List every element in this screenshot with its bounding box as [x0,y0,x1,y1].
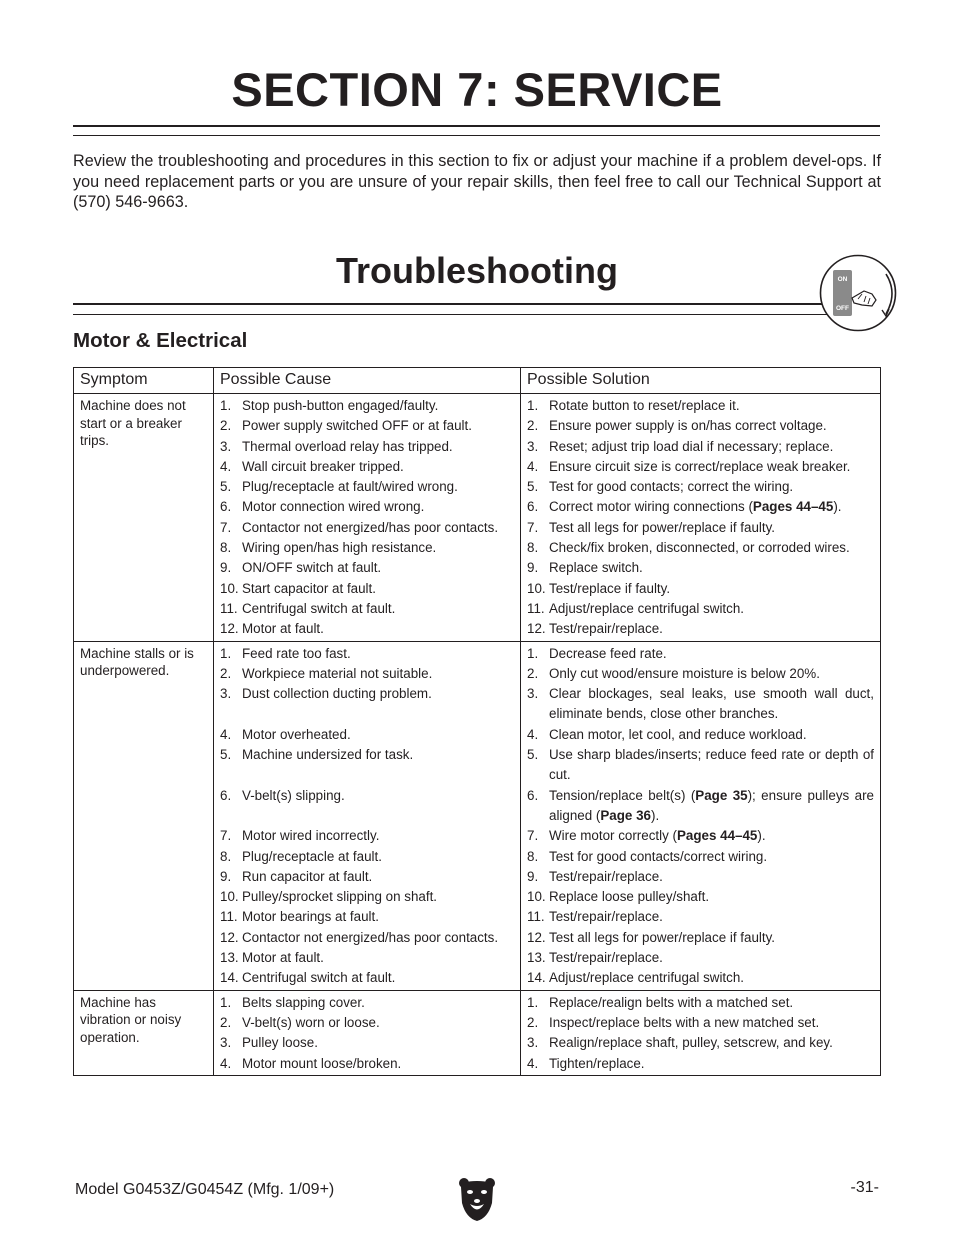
item-number: 3. [527,1035,539,1051]
item-number: 5. [527,747,539,763]
item-text: Clean motor, let cool, and reduce workload. [549,726,807,742]
list-item [527,968,874,988]
item-text [549,826,874,846]
list-item [220,948,514,968]
page-reference: Page 35 [695,787,748,803]
item-text: Replace loose pulley/shaft. [549,889,710,905]
item-number: 12. [220,929,239,945]
item-number: 2. [527,665,539,681]
list-item [220,416,514,436]
item-text: Stop push-button engaged/faulty. [242,398,439,413]
item-text: Motor at fault. [242,950,324,966]
symptom-cell: Machine has vibration or noisy operation. [74,990,214,1075]
item-text: ON/OFF switch at fault. [242,560,382,576]
item-number: 11. [527,600,545,616]
list-item [527,907,874,927]
item-number: 9. [527,868,539,884]
item-number: 9. [220,560,232,576]
item-text: Adjust/replace centrifugal switch. [549,600,745,616]
item-text [549,786,874,827]
list-item [220,847,514,867]
item-text: Inspect/replace belts with a new matched set. [549,1014,820,1030]
item-text: Decrease feed rate. [549,645,667,661]
list-item [527,619,874,639]
item-number: 10. [220,580,239,596]
item-number: 11. [220,600,238,616]
item-number: 4. [220,726,232,742]
list-item [527,558,874,578]
item-text: Check/fix broken, disconnected, or corroded wires. [549,540,850,556]
item-text: Centrifugal switch at fault. [242,600,396,616]
item-text: Contactor not energized/has poor contacts. [242,519,499,535]
item-text: Machine undersized for task. [242,747,414,763]
list-item [220,745,514,786]
item-text: Feed rate too fast. [242,645,351,661]
item-text: Use sharp blades/inserts; reduce feed rate or depth of cut. [549,747,874,783]
page-reference: Pages 44–45 [676,828,758,844]
item-number: 3. [220,1035,232,1051]
section-title: SECTION 7: SERVICE [231,63,723,116]
item-text-part: ). [651,807,660,823]
item-number: 4. [220,458,232,474]
item-text: Wiring open/has high resistance. [242,540,437,556]
item-text: Motor at fault. [242,621,324,637]
item-text: Power supply switched OFF or at fault. [242,418,472,434]
header-possible-solution: Possible Solution [521,368,881,394]
list-item [527,437,874,457]
item-text: Test/repair/replace. [549,621,663,637]
page-reference: Pages 44–45 [752,499,834,515]
list-item [527,847,874,867]
item-text: Replace/realign belts with a matched set. [549,994,794,1010]
item-text: Wall circuit breaker tripped. [242,458,404,474]
list-item [527,948,874,968]
list-item [527,1033,874,1053]
badge-on-label: ON [837,276,848,283]
item-number: 8. [527,540,539,556]
item-number: 7. [220,519,232,535]
item-text: Test/repair/replace. [549,950,663,966]
list-item [220,968,514,988]
item-text: Replace switch. [549,560,643,576]
table-row [74,641,881,990]
list-item [220,993,514,1013]
item-text: Rotate button to reset/replace it. [549,398,740,413]
list-item [220,664,514,684]
item-number: 14. [220,970,239,986]
item-text: Only cut wood/ensure moisture is below 20%. [549,665,820,681]
item-number: 2. [527,1014,539,1030]
item-number: 11. [527,909,545,925]
list-item [527,518,874,538]
troubleshooting-title: Troubleshooting [336,250,618,291]
item-number: 4. [220,1055,232,1071]
item-number: 12. [527,929,546,945]
item-number: 1. [527,645,539,661]
list-item [527,457,874,477]
list-item [527,599,874,619]
on-off-switch-icon [818,254,900,332]
item-text: Motor wired incorrectly. [242,828,380,844]
list-item [220,538,514,558]
list-item [220,928,514,948]
item-number: 10. [220,889,239,905]
footer-model: Model G0453Z/G0454Z (Mfg. 1/09+) [75,1181,335,1198]
item-number: 1. [220,398,232,413]
solution-cell [521,394,881,642]
item-text: Plug/receptacle at fault/wired wrong. [242,479,458,495]
troubleshooting-table [73,367,881,1076]
item-number: 2. [220,1014,232,1030]
item-number: 9. [220,868,232,884]
item-number: 11. [220,909,238,925]
item-number: 14. [527,970,546,986]
item-text: Tighten/replace. [549,1055,645,1071]
list-item [220,826,514,846]
list-item [220,725,514,745]
item-text: Contactor not energized/has poor contacts. [242,929,499,945]
list-item [220,867,514,887]
table-row [74,394,881,642]
list-item [527,477,874,497]
item-text: Test all legs for power/replace if faulty. [549,519,776,535]
list-item [527,684,874,725]
item-text: Realign/replace shaft, pulley, setscrew, and key. [549,1035,833,1051]
item-text-part: Tension/replace belt(s) ( [549,787,696,803]
list-item [220,599,514,619]
cause-cell [214,394,521,642]
item-number: 8. [220,848,232,864]
item-number: 1. [220,994,232,1010]
item-number: 3. [527,438,539,454]
item-text [549,497,874,517]
item-number: 8. [220,540,232,556]
item-text: Plug/receptacle at fault. [242,848,382,864]
item-text: Run capacitor at fault. [242,868,373,884]
list-item [527,887,874,907]
header-symptom: Symptom [74,368,214,394]
item-number: 10. [527,580,546,596]
list-item [527,1013,874,1033]
solution-cell [521,641,881,990]
item-text: Adjust/replace centrifugal switch. [549,970,745,986]
item-number: 13. [527,950,546,966]
list-item [527,1054,874,1074]
title-rule-thick [73,125,880,127]
list-item [220,579,514,599]
bear-logo-icon [458,1177,496,1222]
list-item [527,745,874,786]
table-row [74,990,881,1075]
symptom-cell: Machine stalls or is underpowered. [74,641,214,990]
item-text-part: ). [757,828,766,844]
title-rule-thin [73,135,880,136]
item-text-part: Wire motor correctly ( [549,828,677,844]
item-number: 6. [527,787,539,803]
list-item [220,518,514,538]
badge-off-label: OFF [836,305,849,312]
item-number: 1. [527,994,539,1010]
list-item [220,786,514,827]
intro-paragraph: Review the troubleshooting and procedures in this section to fix or adjust your machine if a problem devel-ops. If you need replacement parts or you are unsure of your repair skills, then feel free to call our Technical Support at (570) 546-9663. [73,152,881,211]
troubleshooting-rule-thick [73,303,823,305]
item-text: Pulley/sprocket slipping on shaft. [242,889,438,905]
table-header-row [74,368,881,394]
item-number: 1. [220,645,232,661]
item-number: 4. [527,458,539,474]
item-number: 3. [527,686,539,702]
item-text: Test/repair/replace. [549,909,663,925]
item-text: Test/repair/replace. [549,868,663,884]
item-number: 9. [527,560,539,576]
item-number: 8. [527,848,539,864]
list-item [527,396,874,416]
list-item [527,416,874,436]
list-item [220,907,514,927]
list-item [220,457,514,477]
item-text-part: ). [833,499,842,515]
list-item [220,437,514,457]
item-text: Belts slapping cover. [242,994,365,1010]
subsection-title: Motor & Electrical [73,329,248,352]
list-item [527,497,874,517]
item-text-part: ); ensure pulleys are aligned ( [549,787,874,823]
list-item [220,477,514,497]
list-item [220,497,514,517]
item-text: V-belt(s) slipping. [242,787,345,803]
item-text: Reset; adjust trip load dial if necessary; replace. [549,438,834,454]
item-number: 5. [220,747,232,763]
item-text: Motor overheated. [242,726,351,742]
list-item [527,644,874,664]
item-text: Clear blockages, seal leaks, use smooth wall duct, eliminate bends, close other branches. [549,686,874,722]
header-possible-cause: Possible Cause [214,368,521,394]
item-number: 3. [220,686,232,702]
item-number: 7. [527,828,539,844]
item-text: Thermal overload relay has tripped. [242,438,453,454]
item-number: 6. [220,499,232,515]
solution-cell [521,990,881,1075]
item-number: 3. [220,438,232,454]
item-number: 2. [527,418,539,434]
item-text: Test all legs for power/replace if faulty. [549,929,776,945]
item-text: Test/replace if faulty. [549,580,671,596]
list-item [220,619,514,639]
list-item [527,538,874,558]
list-item [220,558,514,578]
list-item [527,928,874,948]
item-text: Start capacitor at fault. [242,580,376,596]
list-item [220,1013,514,1033]
item-number: 6. [527,499,539,515]
item-number: 5. [527,479,539,495]
item-number: 5. [220,479,232,495]
list-item [527,867,874,887]
item-number: 2. [220,665,232,681]
item-number: 4. [527,1055,539,1071]
list-item [220,684,514,725]
item-number: 13. [220,950,239,966]
item-text: Motor bearings at fault. [242,909,379,925]
list-item [220,644,514,664]
item-number: 7. [527,519,539,535]
item-text: Test for good contacts; correct the wiring. [549,479,794,495]
list-item [527,725,874,745]
item-text: Pulley loose. [242,1035,318,1051]
item-number: 12. [220,621,239,637]
item-number: 4. [527,726,539,742]
list-item [527,826,874,846]
cause-cell [214,990,521,1075]
item-number: 10. [527,889,546,905]
list-item [527,664,874,684]
item-text: Ensure power supply is on/has correct voltage. [549,418,827,434]
list-item [527,579,874,599]
item-number: 7. [220,828,232,844]
page-reference: Page 36 [600,807,651,823]
list-item [527,786,874,827]
list-item [220,1033,514,1053]
symptom-cell: Machine does not start or a breaker trips. [74,394,214,642]
item-text: Centrifugal switch at fault. [242,970,396,986]
list-item [220,887,514,907]
item-number: 12. [527,621,546,637]
cause-cell [214,641,521,990]
list-item [527,993,874,1013]
footer-page-number: -31- [850,1179,879,1196]
list-item [220,1054,514,1074]
item-text: V-belt(s) worn or loose. [242,1014,380,1030]
item-text: Dust collection ducting problem. [242,686,432,702]
item-text: Motor mount loose/broken. [242,1055,402,1071]
item-number: 1. [527,398,539,413]
item-text: Workpiece material not suitable. [242,665,433,681]
item-text: Ensure circuit size is correct/replace weak breaker. [549,458,851,474]
item-text: Test for good contacts/correct wiring. [549,848,768,864]
item-text-part: Correct motor wiring connections ( [549,499,753,515]
item-number: 6. [220,787,232,803]
item-number: 2. [220,418,232,434]
item-text: Motor connection wired wrong. [242,499,425,515]
troubleshooting-rule-thin [73,314,880,315]
list-item [220,396,514,416]
